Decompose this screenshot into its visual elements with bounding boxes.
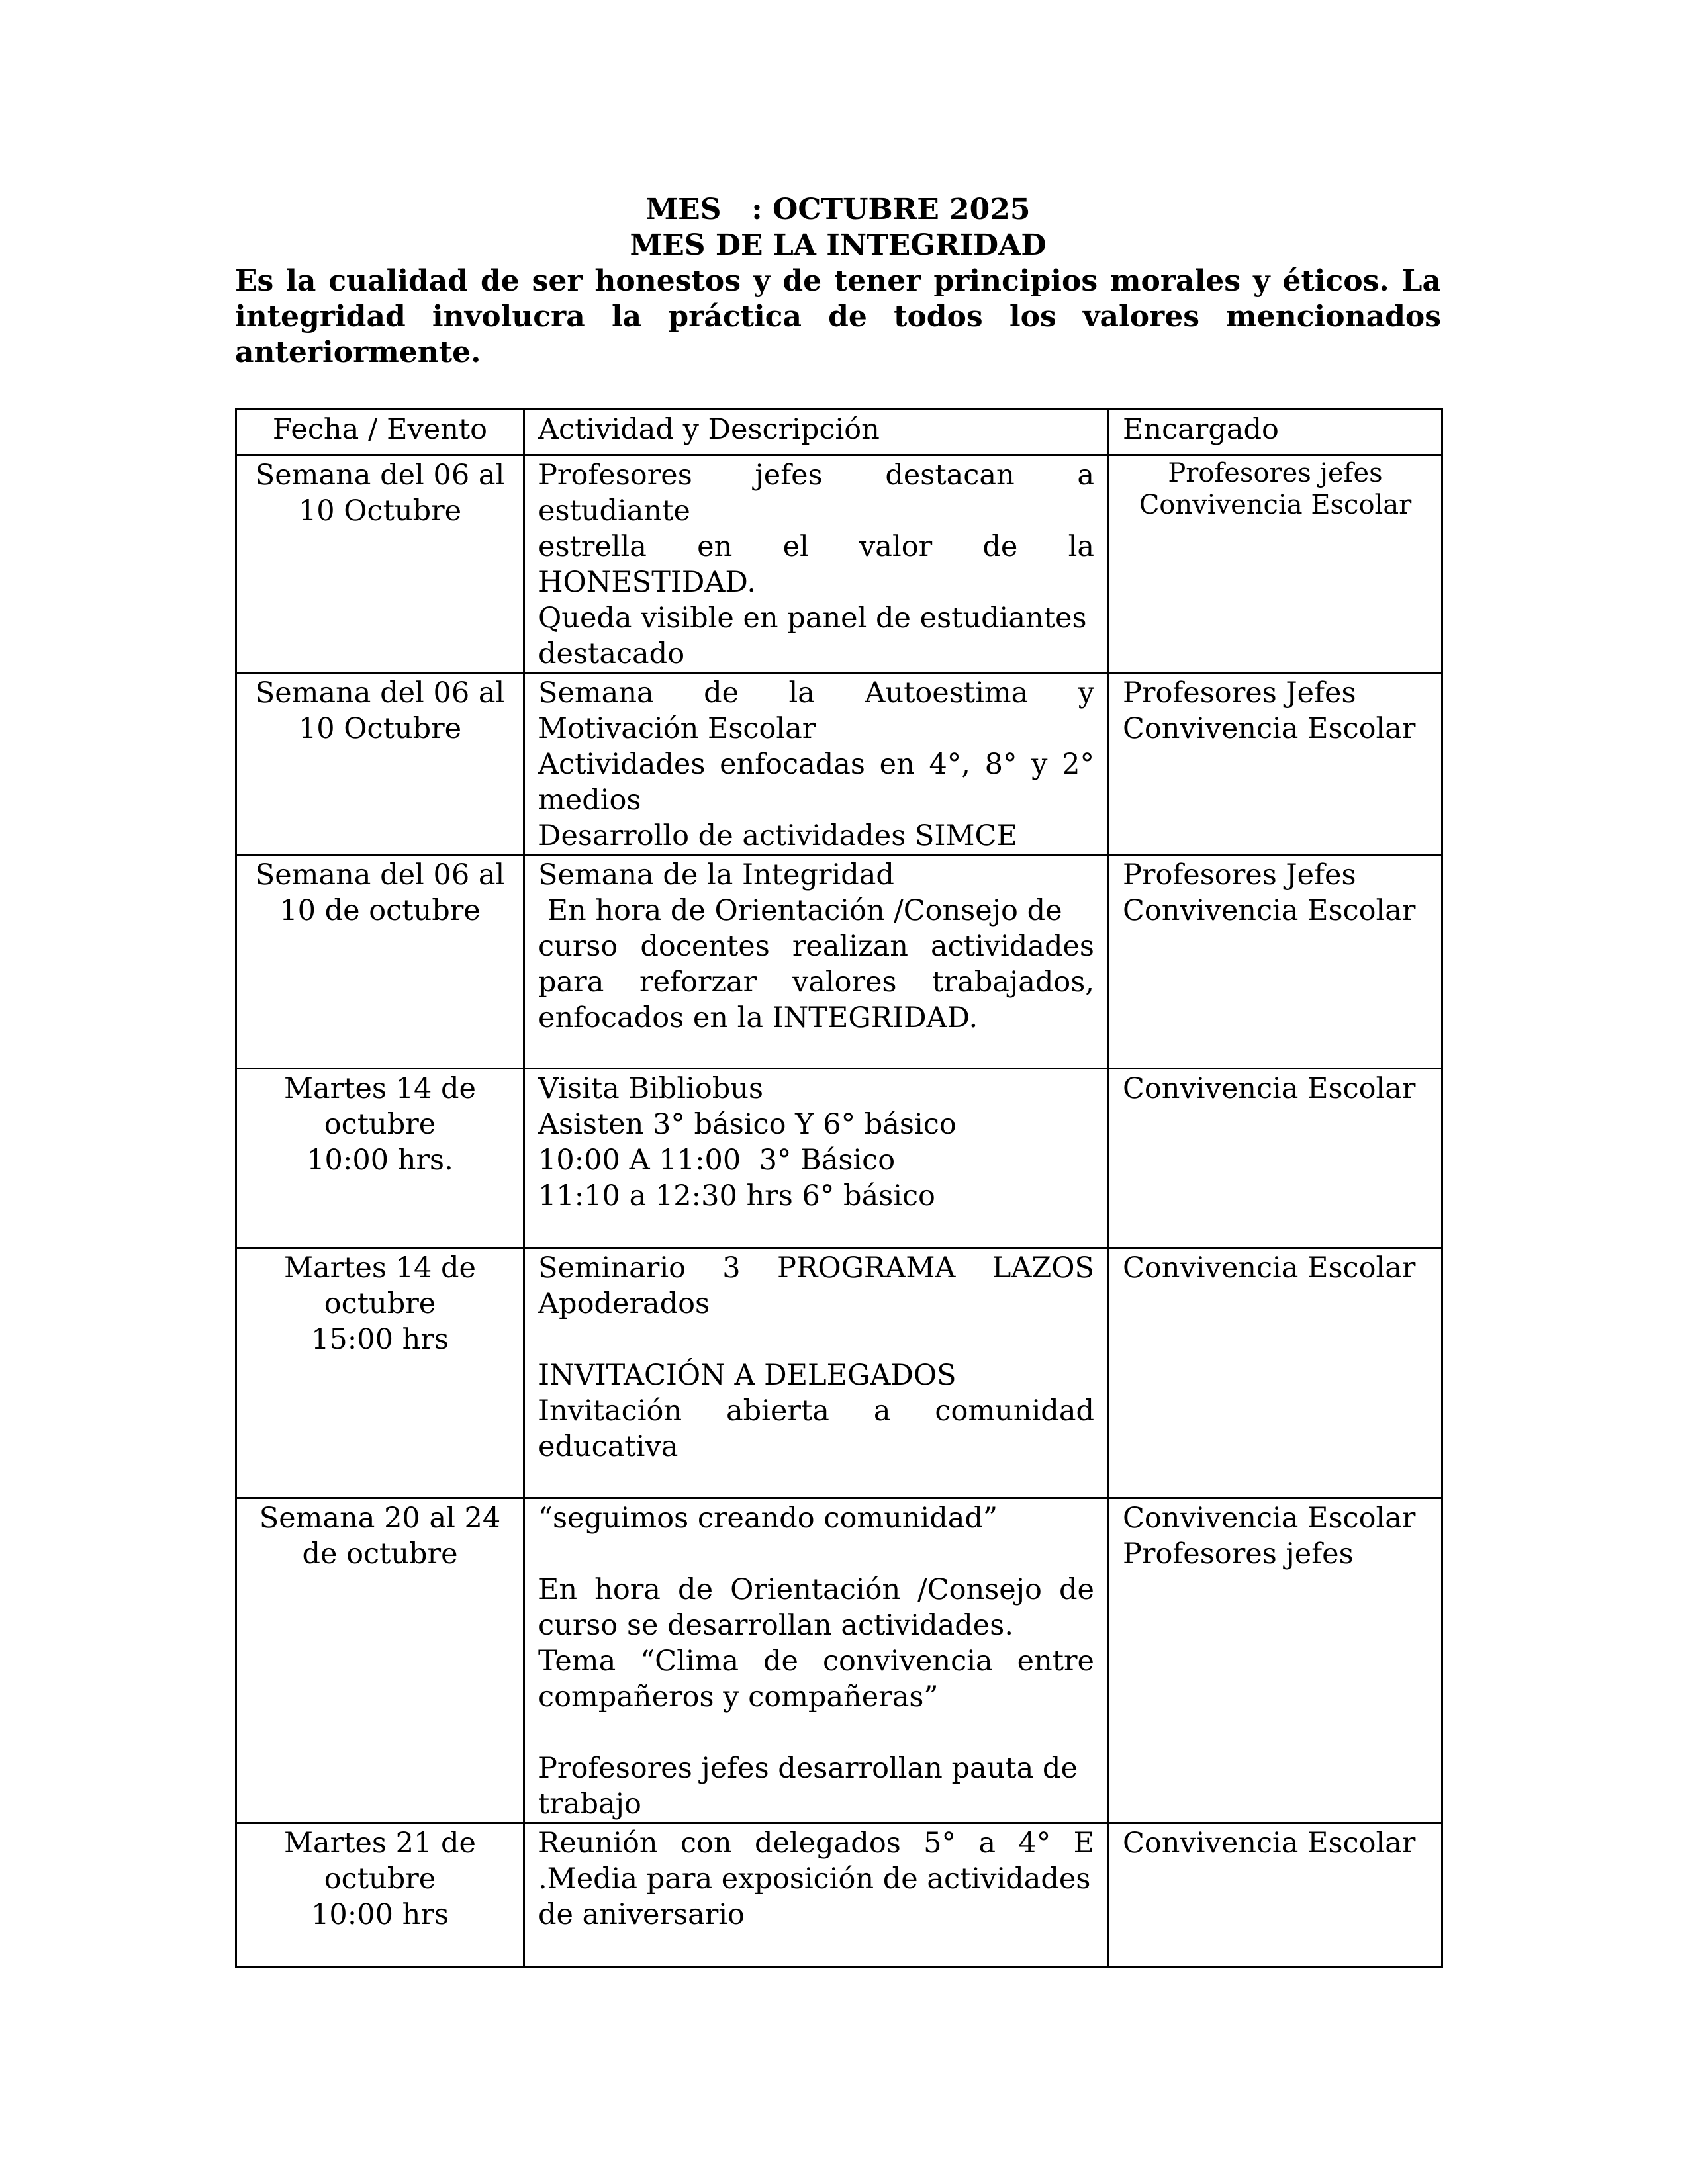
cell-actividad: “seguimos creando comunidad” En hora de Orientación /Consejo de curso se desarrollan actividades. Tema “Clima de convivencia entre compañeros y compañeras” Profesores jefes desarrollan pauta de trabajo [524, 1498, 1109, 1823]
cell-actividad: Seminario 3 PROGRAMA LAZOS Apoderados INVITACIÓN A DELEGADOS Invitación abierta a comunidad educativa [524, 1248, 1109, 1498]
table-row [236, 1069, 1442, 1248]
cell-encargado: Profesores jefes Convivencia Escolar [1109, 455, 1442, 673]
cell-encargado: Convivencia Escolar [1109, 1248, 1442, 1498]
column-header-fecha: Fecha / Evento [236, 410, 524, 455]
document-header [235, 192, 1441, 371]
cell-fecha: Martes 14 de octubre 10:00 hrs. [236, 1069, 524, 1248]
table-row [236, 673, 1442, 855]
theme-title: MES DE LA INTEGRIDAD [630, 228, 1047, 262]
cell-fecha: Semana del 06 al 10 Octubre [236, 673, 524, 855]
cell-actividad: Reunión con delegados 5° a 4° E .Media para exposición de actividades de aniversario [524, 1823, 1109, 1967]
table-row [236, 855, 1442, 1069]
cell-actividad: Semana de la Integridad En hora de Orientación /Consejo de curso docentes realizan actividades para reforzar valores trabajados, enfocados en la INTEGRIDAD. [524, 855, 1109, 1069]
column-header-encargado: Encargado [1109, 410, 1442, 455]
table-row [236, 455, 1442, 673]
cell-encargado: Profesores Jefes Convivencia Escolar [1109, 673, 1442, 855]
cell-encargado: Convivencia Escolar [1109, 1823, 1442, 1967]
cell-fecha: Semana 20 al 24 de octubre [236, 1498, 524, 1823]
table-header-row [236, 410, 1442, 455]
cell-fecha: Semana del 06 al 10 Octubre [236, 455, 524, 673]
table-row [236, 1498, 1442, 1823]
cell-actividad: Semana de la Autoestima y Motivación Escolar Actividades enfocadas en 4°, 8° y 2° medios Desarrollo de actividades SIMCE [524, 673, 1109, 855]
column-header-actividad: Actividad y Descripción [524, 410, 1109, 455]
table-row [236, 1823, 1442, 1967]
cell-encargado: Convivencia Escolar Profesores jefes [1109, 1498, 1442, 1823]
cell-encargado: Profesores Jefes Convivencia Escolar [1109, 855, 1442, 1069]
intro-paragraph: Es la cualidad de ser honestos y de tener principios morales y éticos. La integridad involucra la práctica de todos los valores mencionados anteriormente. [235, 264, 1441, 369]
cell-actividad: Profesores jefes destacan a estudiante estrella en el valor de la HONESTIDAD. Queda visible en panel de estudiantes destacado [524, 455, 1109, 673]
cell-encargado: Convivencia Escolar [1109, 1069, 1442, 1248]
month-title: MES : OCTUBRE 2025 [645, 193, 1031, 226]
activity-schedule-table [235, 408, 1443, 1968]
cell-fecha: Martes 21 de octubre 10:00 hrs [236, 1823, 524, 1967]
cell-actividad: Visita Bibliobus Asisten 3° básico Y 6° básico 10:00 A 11:00 3° Básico 11:10 a 12:30 hrs 6° básico [524, 1069, 1109, 1248]
cell-fecha: Semana del 06 al 10 de octubre [236, 855, 524, 1069]
table-row [236, 1248, 1442, 1498]
cell-fecha: Martes 14 de octubre 15:00 hrs [236, 1248, 524, 1498]
